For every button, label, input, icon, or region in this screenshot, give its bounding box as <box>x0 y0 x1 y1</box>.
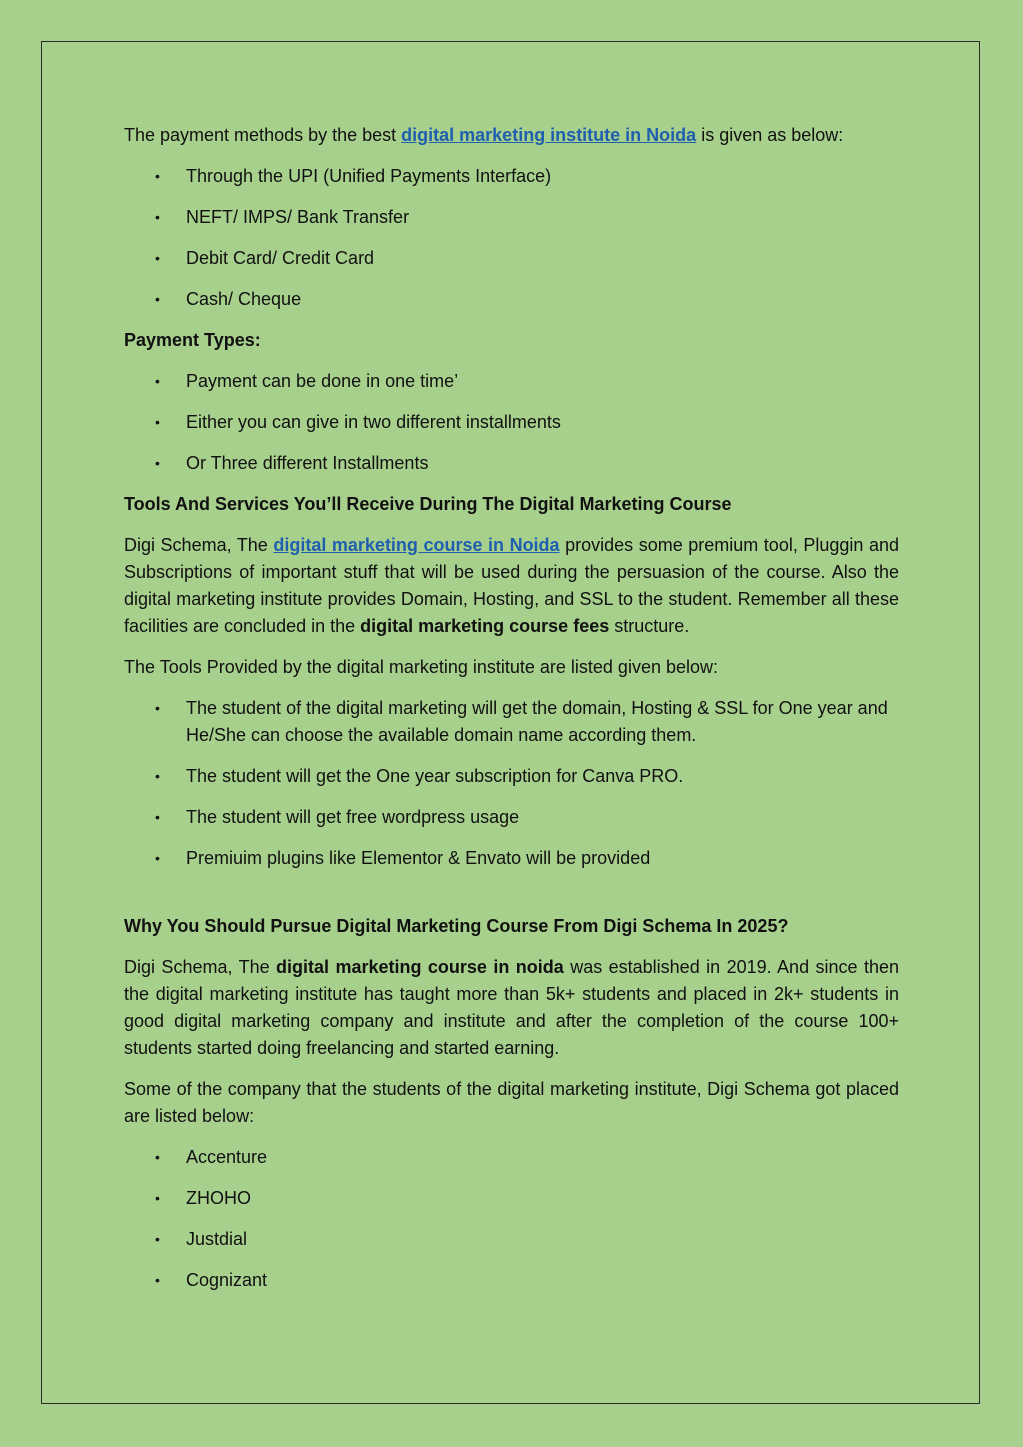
tools-paragraph: Digi Schema, The digital marketing course in Noida provides some premium tool, Pluggin and Subscriptions of important stuff that will be used during the persuasion of the course. Also the digital marketing institute provides Domain, Hosting, and SSL to the student. Remember all these facilities are concluded in the digital marketing course fees structure. <box>124 535 899 636</box>
payment-methods-list <box>124 163 899 313</box>
list-item: • Cash/ Cheque <box>124 286 899 313</box>
bullet-icon: • <box>155 250 160 266</box>
list-item: • Accenture <box>124 1144 899 1171</box>
institute-link[interactable]: digital marketing institute in Noida <box>401 125 697 145</box>
list-item: • Premiuim plugins like Elementor & Envato will be provided <box>124 845 899 872</box>
bullet-icon: • <box>155 850 160 866</box>
payment-types-list <box>124 368 899 477</box>
bullet-icon: • <box>155 809 160 825</box>
list-item: • Through the UPI (Unified Payments Interface) <box>124 163 899 190</box>
bullet-icon: • <box>155 768 160 784</box>
bullet-icon: • <box>155 1272 160 1288</box>
companies-intro: Some of the company that the students of the digital marketing institute, Digi Schema got placed are listed below: <box>124 1079 899 1126</box>
list-item: • Debit Card/ Credit Card <box>124 245 899 272</box>
list-item: • Cognizant <box>124 1267 899 1294</box>
bullet-icon: • <box>155 414 160 430</box>
course-link[interactable]: digital marketing course in Noida <box>273 535 560 555</box>
list-item: • Justdial <box>124 1226 899 1253</box>
list-item: • ZHOHO <box>124 1185 899 1212</box>
companies-list <box>124 1144 899 1294</box>
payment-types-heading: Payment Types: <box>124 330 261 350</box>
list-item: • The student will get free wordpress usage <box>124 804 899 831</box>
bullet-icon: • <box>155 373 160 389</box>
course-fees-bold: digital marketing course fees <box>360 616 610 636</box>
list-item: • The student of the digital marketing will get the domain, Hosting & SSL for One year and He/She can choose the available domain name according them. <box>124 695 899 749</box>
spacer <box>124 886 899 913</box>
bullet-icon: • <box>155 168 160 184</box>
bullet-icon: • <box>155 455 160 471</box>
course-bold: digital marketing course in noida <box>276 957 564 977</box>
why-heading: Why You Should Pursue Digital Marketing Course From Digi Schema In 2025? <box>124 916 789 936</box>
payment-methods-intro <box>124 122 899 149</box>
tools-list-intro: The Tools Provided by the digital marketing institute are listed given below: <box>124 657 718 677</box>
list-item: • Or Three different Installments <box>124 450 899 477</box>
document-body <box>124 122 899 1294</box>
bullet-icon: • <box>155 1231 160 1247</box>
bullet-icon: • <box>155 700 160 716</box>
bullet-icon: • <box>155 291 160 307</box>
bullet-icon: • <box>155 1149 160 1165</box>
list-item: • NEFT/ IMPS/ Bank Transfer <box>124 204 899 231</box>
intro-text: The payment methods by the best <box>124 125 402 145</box>
why-paragraph: Digi Schema, The digital marketing course in noida was established in 2019. And since then the digital marketing institute has taught more than 5k+ students and placed in 2k+ students in good digital marketing company and institute and after the completion of the course 100+ students started doing freelancing and started earning. <box>124 957 899 1058</box>
tools-heading: Tools And Services You’ll Receive During The Digital Marketing Course <box>124 494 732 514</box>
list-item: • The student will get the One year subscription for Canva PRO. <box>124 763 899 790</box>
intro-text-end: is given as below: <box>696 125 844 145</box>
tools-list <box>124 695 899 872</box>
list-item: • Either you can give in two different installments <box>124 409 899 436</box>
bullet-icon: • <box>155 209 160 225</box>
bullet-icon: • <box>155 1190 160 1206</box>
list-item: • Payment can be done in one time’ <box>124 368 899 395</box>
